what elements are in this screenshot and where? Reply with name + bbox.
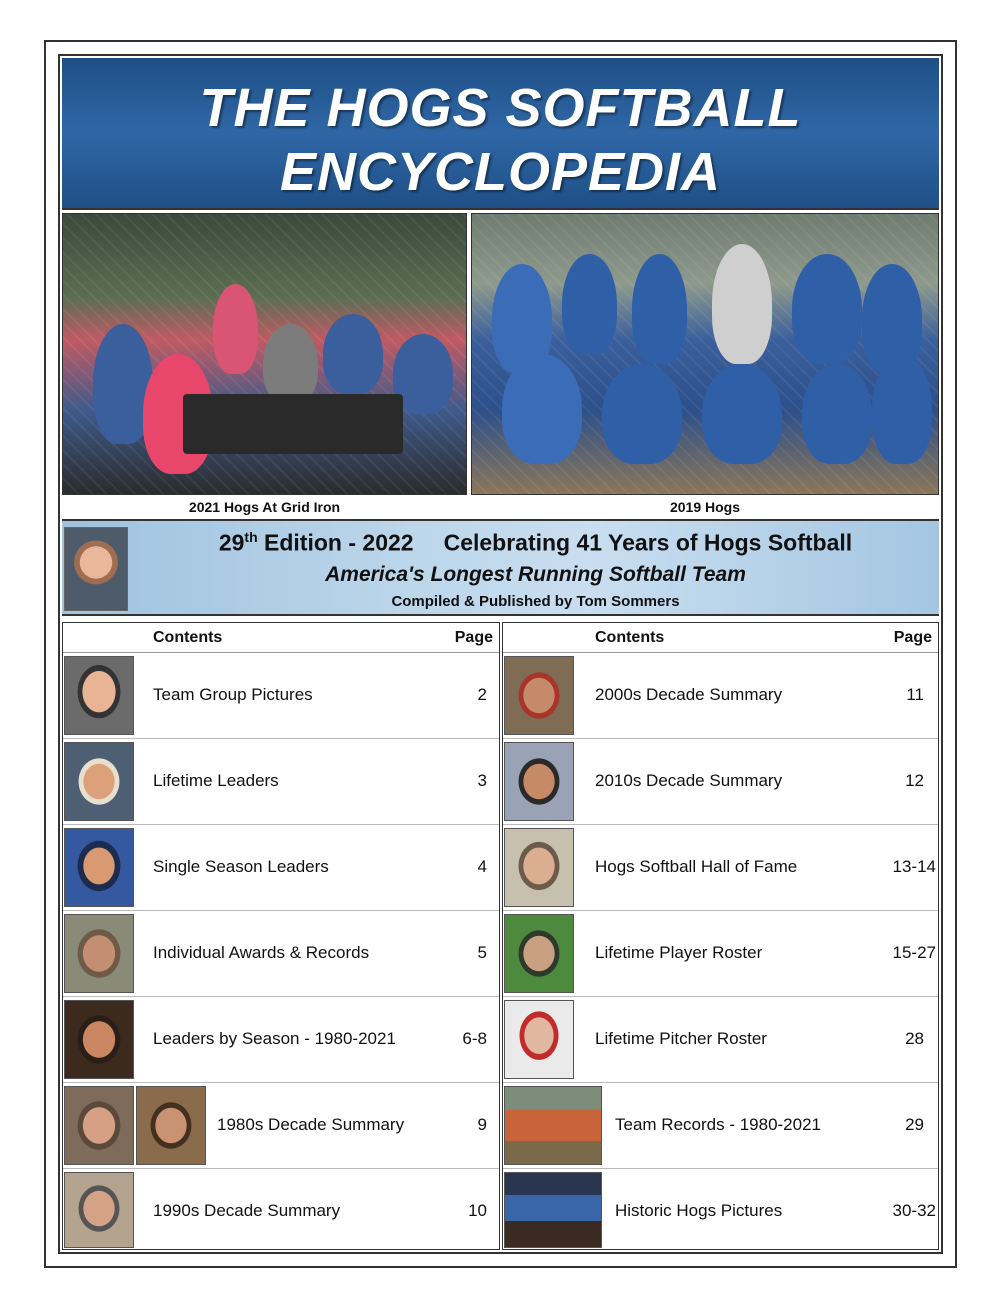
toc-label: Hogs Softball Hall of Fame [595, 857, 798, 876]
toc-page: 9 [477, 1115, 487, 1134]
player-photo [504, 742, 574, 821]
toc-row[interactable] [503, 739, 938, 825]
toc-left-column [62, 622, 500, 1250]
player-photo [504, 656, 574, 735]
toc-header [63, 623, 499, 653]
player-photo [136, 1086, 206, 1165]
toc-page: 12 [905, 771, 924, 790]
toc-row[interactable] [63, 825, 499, 911]
toc-label: Team Records - 1980-2021 [615, 1115, 822, 1134]
toc-page: 15-27 [892, 943, 936, 962]
photo-2021-hogs [62, 213, 467, 495]
edition-number: 29 [218, 529, 245, 556]
toc-row[interactable] [503, 911, 938, 997]
title-banner [62, 58, 939, 210]
page-title [62, 76, 939, 204]
toc-row[interactable] [503, 1169, 938, 1249]
toc-label: 2000s Decade Summary [595, 685, 783, 704]
toc-page: 6-8 [462, 1029, 487, 1048]
edition-banner [62, 519, 939, 616]
toc-page: 3 [477, 771, 487, 790]
toc-label: 1990s Decade Summary [153, 1201, 341, 1220]
edition-year: Edition - 2022 [264, 529, 414, 556]
player-photo [504, 828, 574, 907]
header-page: Page [454, 629, 493, 646]
header-contents: Contents [595, 629, 665, 646]
toc-page: 29 [905, 1115, 924, 1134]
team-photos [62, 213, 939, 516]
toc-page: 13-14 [892, 857, 936, 876]
toc-label: Historic Hogs Pictures [615, 1201, 783, 1220]
title-line-2: ENCYCLOPEDIA [279, 142, 722, 202]
author-photo [64, 527, 128, 611]
player-photo [504, 1000, 574, 1079]
toc-label: Lifetime Pitcher Roster [595, 1029, 767, 1048]
toc-row[interactable] [503, 825, 938, 911]
team-photo [504, 1172, 602, 1248]
player-photo [64, 828, 134, 907]
toc-row[interactable] [63, 911, 499, 997]
caption-2019: 2019 Hogs [669, 499, 741, 515]
header-contents: Contents [153, 629, 223, 646]
toc-page: 4 [477, 857, 487, 876]
toc-right-column [502, 622, 939, 1250]
player-photo [64, 914, 134, 993]
toc-row[interactable] [503, 997, 938, 1083]
player-photo [504, 914, 574, 993]
team-photo [504, 1086, 602, 1165]
caption-2021: 2021 Hogs At Grid Iron [188, 499, 341, 515]
page-frame [44, 40, 957, 1268]
toc-page: 5 [477, 943, 487, 962]
toc-page: 28 [905, 1029, 924, 1048]
photo-2019-hogs [471, 213, 939, 495]
player-photo [64, 1172, 134, 1248]
header-page: Page [893, 629, 932, 646]
edition-suffix: th [244, 529, 258, 545]
toc-header [503, 623, 938, 653]
toc-label: Single Season Leaders [153, 857, 329, 876]
player-photo [64, 1000, 134, 1079]
toc-page: 30-32 [892, 1201, 936, 1220]
edition-heading [132, 529, 939, 557]
toc-row[interactable] [63, 997, 499, 1083]
title-line-1: THE HOGS SOFTBALL [199, 78, 802, 138]
toc-row[interactable] [63, 1169, 499, 1249]
toc-label: Lifetime Leaders [153, 771, 279, 790]
toc-page: 10 [468, 1201, 487, 1220]
toc-label: Lifetime Player Roster [595, 943, 763, 962]
toc-label: Individual Awards & Records [153, 943, 370, 962]
player-photo [64, 1086, 134, 1165]
tagline: America's Longest Running Softball Team [325, 563, 746, 586]
compiled-by: Compiled & Published by Tom Sommers [391, 593, 680, 610]
toc-row[interactable] [63, 739, 499, 825]
toc-label: 2010s Decade Summary [595, 771, 783, 790]
toc-row[interactable] [63, 1083, 499, 1169]
player-photo [64, 656, 134, 735]
toc-label: Team Group Pictures [153, 685, 313, 704]
toc-label: 1980s Decade Summary [217, 1115, 405, 1134]
toc-row[interactable] [503, 1083, 938, 1169]
celebrating-text: Celebrating 41 Years of Hogs Softball [443, 529, 853, 556]
toc-label: Leaders by Season - 1980-2021 [153, 1029, 396, 1048]
table-of-contents [62, 622, 939, 1250]
inner-frame [58, 54, 943, 1254]
toc-row[interactable] [63, 653, 499, 739]
toc-page: 11 [906, 685, 924, 704]
toc-page: 2 [477, 685, 487, 704]
player-photo [64, 742, 134, 821]
toc-row[interactable] [503, 653, 938, 739]
